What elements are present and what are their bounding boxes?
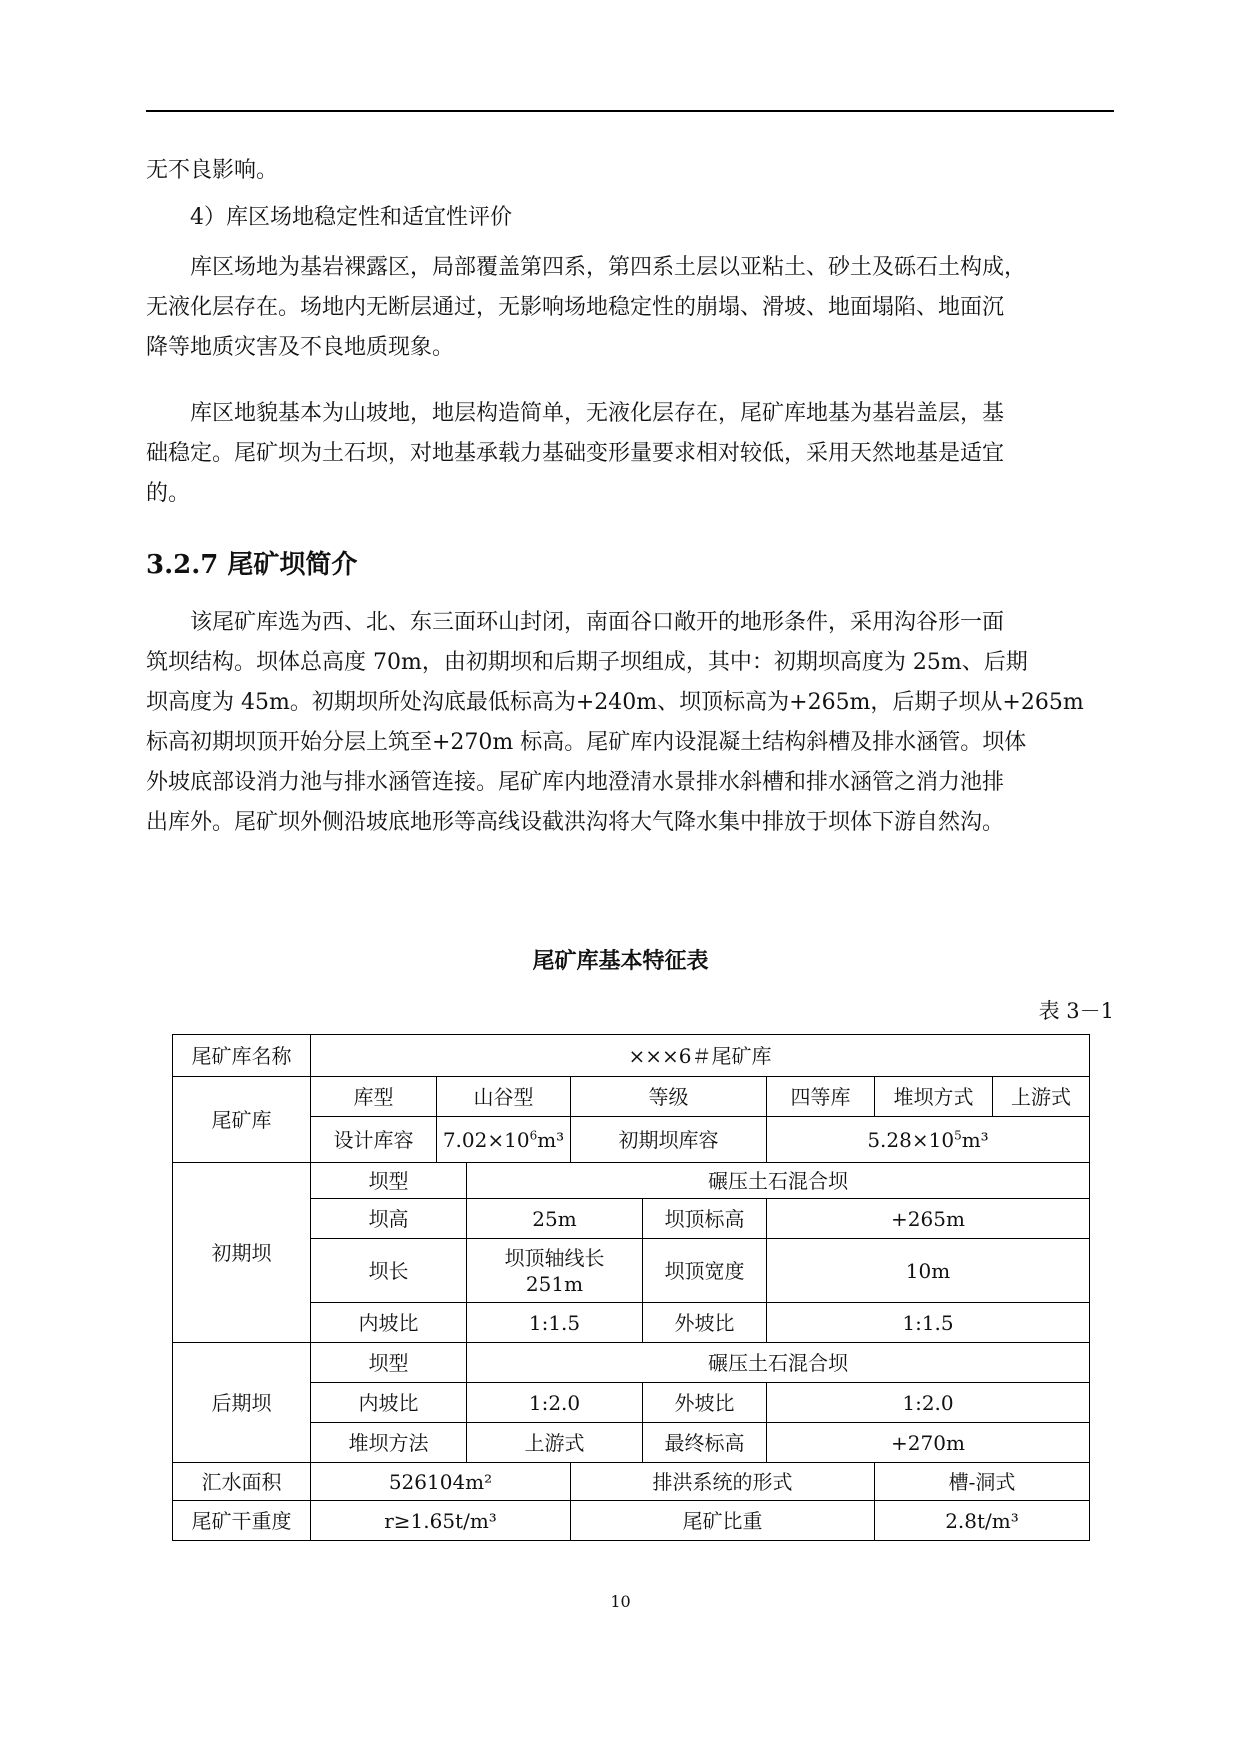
table-cell: 上游式: [993, 1077, 1090, 1117]
initial-capacity-unit: m³: [961, 1127, 989, 1152]
table-cell: r≥1.65t/m³: [311, 1501, 571, 1541]
dam-length-line-1: 坝顶轴线长: [504, 1245, 605, 1270]
table-cell: 内坡比: [311, 1303, 467, 1343]
table-cell: 最终标高: [643, 1423, 767, 1463]
table-cell: 槽-洞式: [875, 1463, 1090, 1501]
table-cell: 后期坝: [173, 1343, 311, 1463]
table-cell: 坝高: [311, 1199, 467, 1239]
table-cell: 尾矿库名称: [173, 1035, 311, 1077]
initial-capacity-exponent: 5: [954, 1127, 962, 1142]
table-row: [173, 1501, 1090, 1541]
table-cell: 堆坝方法: [311, 1423, 467, 1463]
text-line: 筑坝结构。坝体总高度 70m，由初期坝和后期子坝组成，其中：初期坝高度为 25m、后期: [146, 650, 1028, 675]
header-rule: [146, 110, 1114, 112]
text-line: 外坡底部设消力池与排水涵管连接。尾矿库内地澄清水景排水斜槽和排水涵管之消力池排: [146, 770, 1005, 795]
table-cell: 外坡比: [643, 1383, 767, 1423]
table-cell: 坝顶宽度: [643, 1239, 767, 1303]
table-cell: 1:2.0: [767, 1383, 1090, 1423]
table-cell: 10m: [767, 1239, 1090, 1303]
section-heading: 3.2.7 尾矿坝简介: [146, 550, 358, 580]
table-row: [173, 1303, 1090, 1343]
paragraph-1: [146, 151, 1114, 191]
initial-capacity-value: 5.28×10: [867, 1127, 955, 1152]
table-cell: 等级: [571, 1077, 767, 1117]
table-cell: 外坡比: [643, 1303, 767, 1343]
table-row: [173, 1035, 1090, 1077]
table-row: [173, 1077, 1090, 1117]
table-cell: [767, 1117, 1090, 1163]
table-cell: 初期坝: [173, 1163, 311, 1343]
paragraph-5: [146, 603, 1114, 843]
table-row: [173, 1423, 1090, 1463]
text-line: 该尾矿库选为西、北、东三面环山封闭，南面谷口敞开的地形条件，采用沟谷形一面: [190, 610, 1005, 635]
table-cell: 碾压土石混合坝: [467, 1163, 1090, 1199]
table-cell: 坝型: [311, 1343, 467, 1383]
text-line: 的。: [146, 481, 191, 506]
table-cell: 尾矿比重: [571, 1501, 875, 1541]
table-row: [173, 1343, 1090, 1383]
table-cell: 25m: [467, 1199, 643, 1239]
table-cell: 坝型: [311, 1163, 467, 1199]
page-number: 10: [610, 1592, 631, 1611]
table-cell: 堆坝方式: [875, 1077, 993, 1117]
table-title: 尾矿库基本特征表: [532, 948, 709, 974]
paragraph-3: [146, 248, 1114, 368]
characteristics-table: [172, 1034, 1090, 1541]
text-line: 降等地质灾害及不良地质现象。: [146, 335, 455, 360]
table-cell: 1:2.0: [467, 1383, 643, 1423]
design-capacity-value: 7.02×10: [442, 1127, 530, 1152]
table-cell: 尾矿干重度: [173, 1501, 311, 1541]
table-row: [173, 1463, 1090, 1501]
table-cell: 碾压土石混合坝: [467, 1343, 1090, 1383]
table-cell: 设计库容: [311, 1117, 437, 1163]
table-number: 表 3－1: [1038, 999, 1114, 1023]
text-line: 础稳定。尾矿坝为土石坝，对地基承载力基础变形量要求相对较低，采用天然地基是适宜: [146, 441, 1005, 466]
text-line: 库区地貌基本为山坡地，地层构造简单，无液化层存在，尾矿库地基为基岩盖层，基: [190, 401, 1005, 426]
table-cell: [467, 1239, 643, 1303]
table-cell: [437, 1117, 571, 1163]
table-cell: 1:1.5: [767, 1303, 1090, 1343]
text-line: 库区场地为基岩裸露区，局部覆盖第四系，第四系土层以亚粘土、砂土及砾石土构成，: [190, 255, 1027, 280]
table-cell: 内坡比: [311, 1383, 467, 1423]
dam-length-line-2: 251m: [525, 1271, 584, 1296]
table-cell: 初期坝库容: [571, 1117, 767, 1163]
table-cell: 526104m²: [311, 1463, 571, 1501]
table-cell: 坝顶标高: [643, 1199, 767, 1239]
table-cell: 2.8t/m³: [875, 1501, 1090, 1541]
table-cell: +270m: [767, 1423, 1090, 1463]
text-line: 无不良影响。: [146, 158, 279, 183]
text-line: 坝高度为 45m。初期坝所处沟底最低标高为+240m、坝顶标高为+265m，后期子坝从+265m: [146, 690, 1084, 715]
table-row: [173, 1239, 1090, 1303]
table-row: [173, 1199, 1090, 1239]
table-cell: 坝长: [311, 1239, 467, 1303]
table-row: [173, 1117, 1090, 1163]
text-line: 4）库区场地稳定性和适宜性评价: [190, 205, 512, 230]
table-cell: +265m: [767, 1199, 1090, 1239]
table-cell: 1:1.5: [467, 1303, 643, 1343]
table-cell: 尾矿库: [173, 1077, 311, 1163]
table-cell: 排洪系统的形式: [571, 1463, 875, 1501]
table-cell: 山谷型: [437, 1077, 571, 1117]
table-cell: 库型: [311, 1077, 437, 1117]
table-row: [173, 1163, 1090, 1199]
paragraph-4: [146, 394, 1114, 514]
table-row: [173, 1383, 1090, 1423]
text-line: 标高初期坝顶开始分层上筑至+270m 标高。尾矿库内设混凝土结构斜槽及排水涵管。坝体: [146, 730, 1027, 755]
paragraph-2-subheading: [146, 198, 1158, 238]
table-cell: 汇水面积: [173, 1463, 311, 1501]
text-line: 无液化层存在。场地内无断层通过，无影响场地稳定性的崩塌、滑坡、地面塌陷、地面沉: [146, 295, 1005, 320]
design-capacity-unit: m³: [537, 1127, 565, 1152]
table-cell: ×××6＃尾矿库: [311, 1035, 1090, 1077]
table-cell: 四等库: [767, 1077, 875, 1117]
design-capacity-exponent: 6: [529, 1127, 538, 1142]
text-line: 出库外。尾矿坝外侧沿坡底地形等高线设截洪沟将大气降水集中排放于坝体下游自然沟。: [146, 810, 1005, 835]
table-cell: 上游式: [467, 1423, 643, 1463]
